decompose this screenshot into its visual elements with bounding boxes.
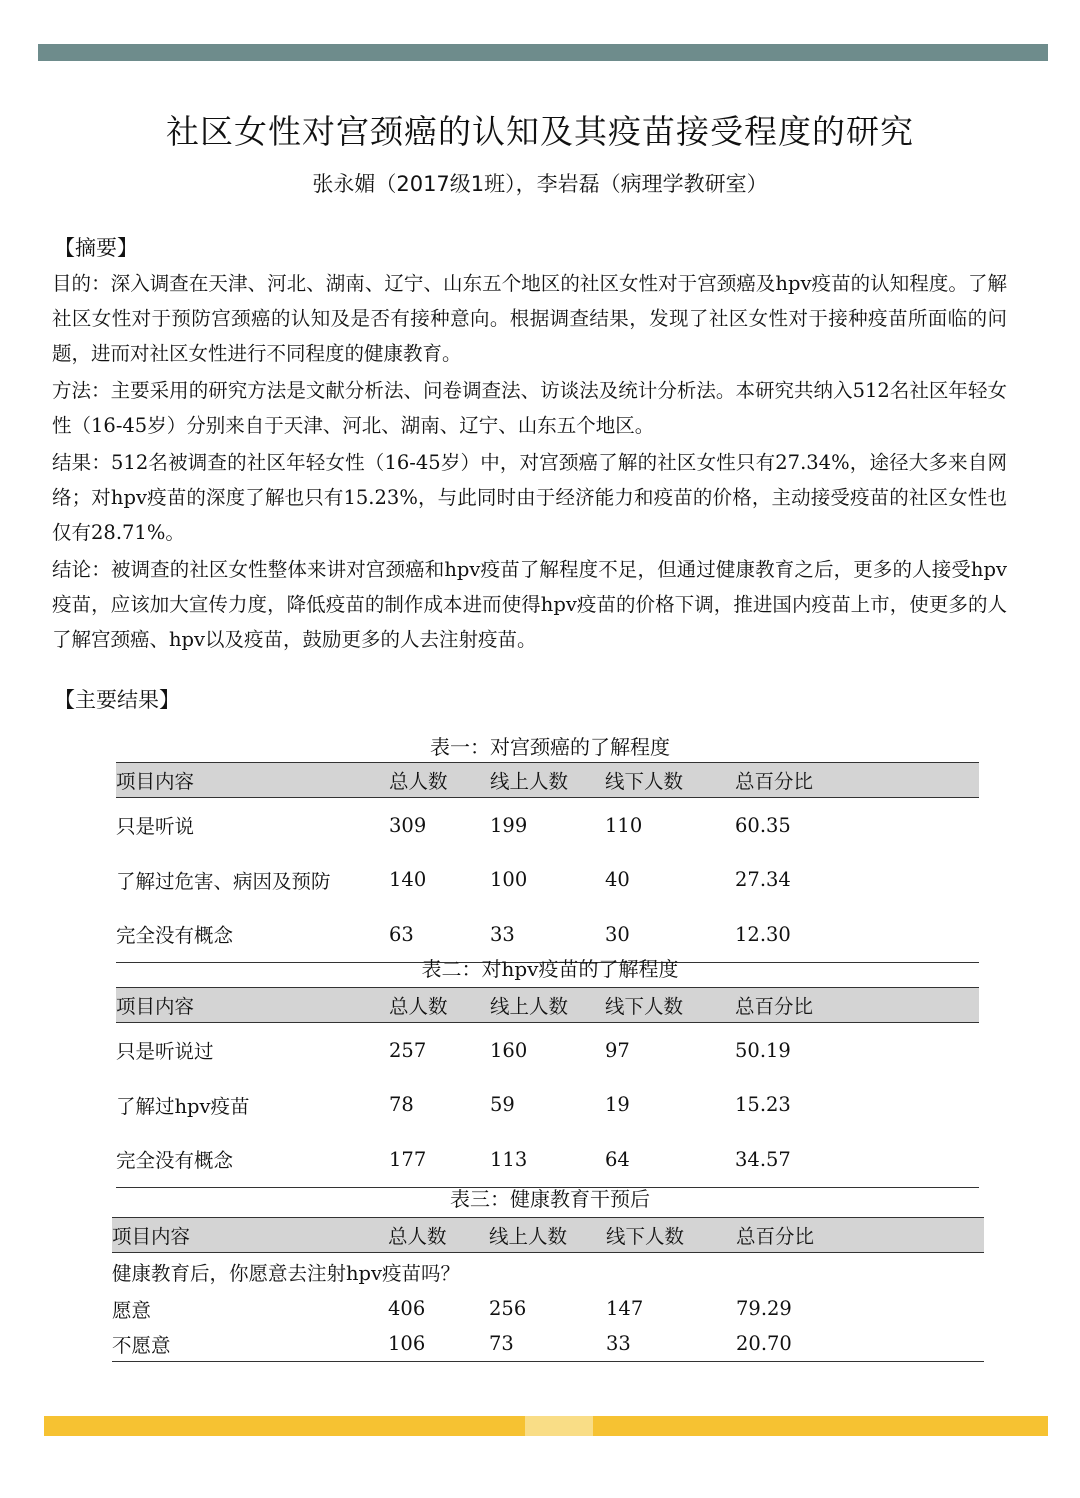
table-cell: 73 [489, 1326, 606, 1362]
table1-header-offline: 线下人数 [605, 763, 735, 798]
abstract-conclusion: 结论：被调查的社区女性整体来讲对宫颈癌和hpv疫苗了解程度不足，但通过健康教育之后，更多的人接受hpv疫苗，应该加大宣传力度，降低疫苗的制作成本进而使得hpv疫苗的价格下调，推进国内疫苗上市，使更多的人了解宫颈癌、hpv以及疫苗，鼓励更多的人去注射疫苗。 [52, 558, 1007, 651]
table-cell: 30 [605, 907, 735, 962]
table3-caption: 表三：健康教育干预后 [450, 1187, 650, 1211]
table-row [112, 1326, 984, 1362]
table-row [116, 1023, 979, 1078]
table1-header-percent: 总百分比 [735, 763, 979, 798]
table-cell: 160 [490, 1038, 528, 1062]
abstract-body [52, 266, 1007, 659]
table-cell: 78 [389, 1093, 414, 1117]
abstract-results: 结果：512名被调查的社区年轻女性（16-45岁）中，对宫颈癌了解的社区女性只有27.34%，途径大多来自网络；对hpv疫苗的深度了解也只有15.23%，与此同时由于经济能力和疫苗的价格，主动接受疫苗的社区女性也仅有28.71%。 [52, 451, 1007, 544]
table-cell: 40 [605, 868, 630, 892]
table3 [112, 1217, 984, 1362]
table-row [116, 1132, 979, 1187]
table-cell: 愿意 [112, 1298, 152, 1322]
table2-header-item: 项目内容 [116, 988, 389, 1023]
table1-header-row [116, 763, 979, 798]
table3-header-percent: 总百分比 [736, 1218, 984, 1253]
table-cell: 113 [490, 1132, 605, 1187]
table-cell: 147 [606, 1297, 644, 1320]
table-cell: 33 [490, 907, 605, 962]
table-cell: 406 [388, 1297, 426, 1320]
table-cell: 完全没有概念 [116, 1132, 389, 1187]
table1 [116, 762, 979, 963]
table2-caption: 表二：对hpv疫苗的了解程度 [421, 957, 679, 981]
abstract-methods: 方法：主要采用的研究方法是文献分析法、问卷调查法、访谈法及统计分析法。本研究共纳入512名社区年轻女性（16-45岁）分别来自于天津、河北、湖南、辽宁、山东五个地区。 [52, 379, 1007, 437]
table-cell: 64 [605, 1132, 735, 1187]
top-decorative-bar [38, 44, 1048, 61]
table-row [112, 1253, 984, 1292]
table-cell: 了解过hpv疫苗 [116, 1094, 250, 1118]
table-row [116, 1078, 979, 1133]
table-cell: 100 [490, 868, 528, 892]
paper-title: 社区女性对宫颈癌的认知及其疫苗接受程度的研究 [166, 112, 914, 151]
table-cell: 12.30 [735, 907, 979, 962]
table3-header-total: 总人数 [388, 1218, 489, 1253]
table-cell: 15.23 [735, 1093, 791, 1117]
table-cell: 20.70 [736, 1326, 984, 1362]
table-row [112, 1291, 984, 1326]
table-cell: 199 [490, 813, 528, 837]
table-cell: 309 [389, 813, 427, 837]
table2-header-row [116, 988, 979, 1023]
table-cell: 63 [389, 907, 490, 962]
table-cell: 177 [389, 1132, 490, 1187]
results-heading: 【主要结果】 [54, 688, 180, 712]
table3-header-item: 项目内容 [112, 1218, 388, 1253]
table-cell: 27.34 [735, 868, 791, 892]
table-cell: 只是听说 [116, 815, 195, 839]
table-cell: 只是听说过 [116, 1040, 214, 1064]
table-cell: 110 [605, 813, 643, 837]
table2-header-online: 线上人数 [490, 988, 605, 1023]
table2-header-offline: 线下人数 [605, 988, 735, 1023]
table3-header-row [112, 1218, 984, 1253]
table-cell: 60.35 [735, 813, 791, 837]
table-cell: 79.29 [736, 1297, 792, 1320]
table-cell: 106 [388, 1326, 489, 1362]
table-cell: 完全没有概念 [116, 907, 389, 962]
table-cell: 了解过危害、病因及预防 [116, 869, 331, 893]
table-cell: 257 [389, 1038, 427, 1062]
table-cell: 不愿意 [112, 1326, 388, 1362]
table-cell: 33 [606, 1326, 736, 1362]
abstract-objective: 目的：深入调查在天津、河北、湖南、辽宁、山东五个地区的社区女性对于宫颈癌及hpv疫苗的认知程度。了解社区女性对于预防宫颈癌的认知及是否有接种意向。根据调查结果，发现了社区女性对于接种疫苗所面临的问题，进而对社区女性进行不同程度的健康教育。 [52, 272, 1007, 365]
table3-header-online: 线上人数 [489, 1218, 606, 1253]
abstract-heading: 【摘要】 [54, 236, 138, 260]
bottom-bar-notch [525, 1416, 593, 1436]
paper-authors: 张永媚（2017级1班），李岩磊（病理学教研室） [312, 172, 768, 196]
table-row [116, 853, 979, 908]
table-cell: 256 [489, 1297, 527, 1320]
table1-header-item: 项目内容 [116, 763, 389, 798]
table-cell: 50.19 [735, 1038, 791, 1062]
table-cell: 19 [605, 1093, 630, 1117]
table2-header-total: 总人数 [389, 988, 490, 1023]
table-cell: 34.57 [735, 1132, 979, 1187]
table2 [116, 987, 979, 1188]
table-cell: 140 [389, 868, 427, 892]
table2-header-percent: 总百分比 [735, 988, 979, 1023]
table-cell: 59 [490, 1093, 515, 1117]
table-cell: 97 [605, 1038, 630, 1062]
table3-question: 健康教育后，你愿意去注射hpv疫苗吗？ [112, 1262, 461, 1285]
table1-header-online: 线上人数 [490, 763, 605, 798]
table1-header-total: 总人数 [389, 763, 490, 798]
table1-caption: 表一：对宫颈癌的了解程度 [430, 735, 670, 759]
table3-header-offline: 线下人数 [606, 1218, 736, 1253]
table-row [116, 798, 979, 853]
